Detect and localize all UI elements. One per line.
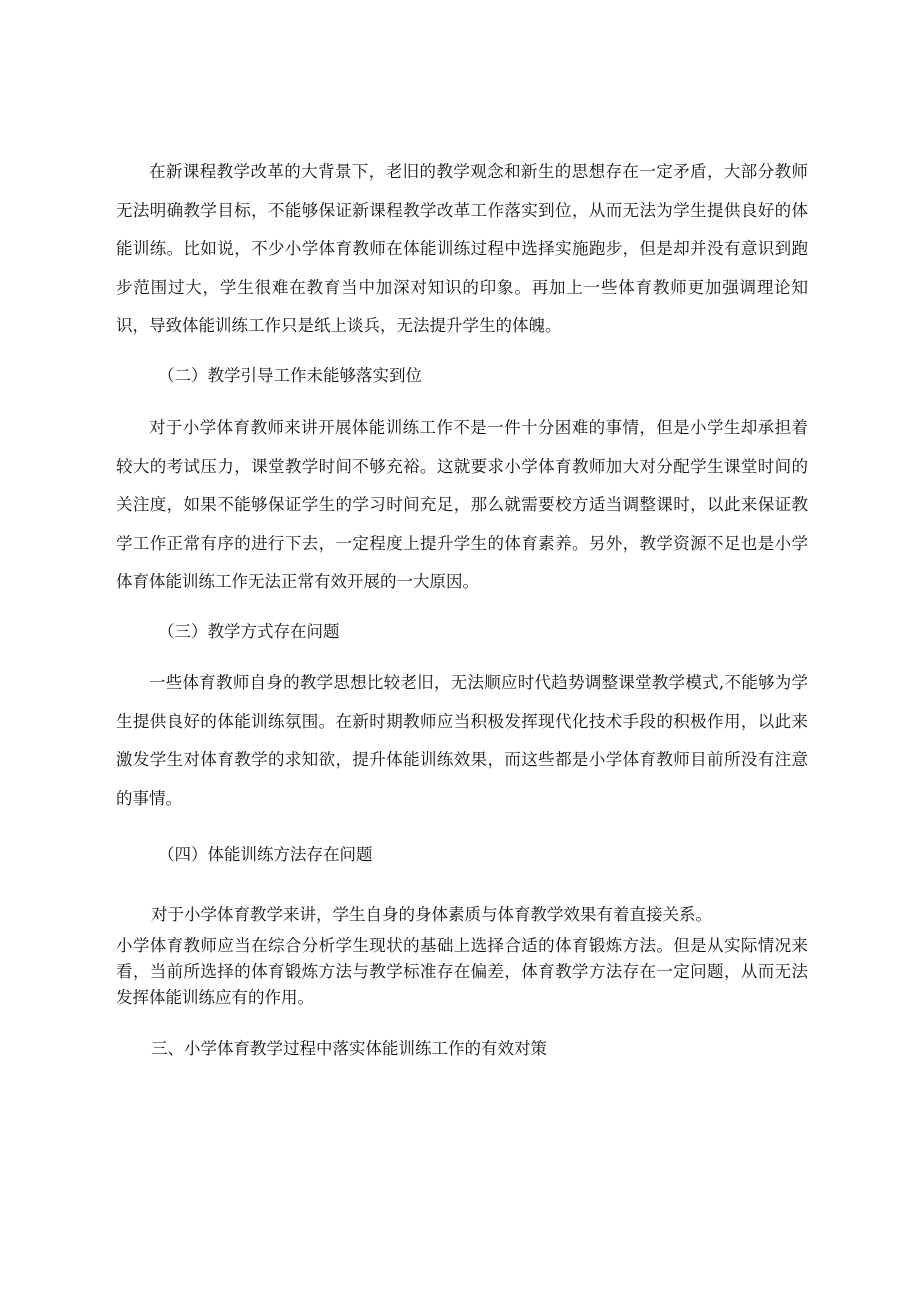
paragraph-problem-4-first-line: 对于小学体育教学来讲，学生自身的身体素质与体育教学效果有着直接关系。 (151, 905, 712, 924)
paragraph-problem-4-body: 小学体育教师应当在综合分析学生现状的基础上选择合适的体育锻炼方法。但是从实际情况来看，当前所选择的体育锻炼方法与教学标准存在偏差，体育教学方法存在一定问题，从而无法发挥体能训练应有的作用。 (116, 936, 808, 1007)
heading-teaching-method-issues: （三）教学方式存在问题 (158, 622, 340, 641)
heading-training-method-issues: （四）体能训练方法存在问题 (158, 845, 373, 864)
heading-guidance-not-in-place: （二）教学引导工作未能够落实到位 (158, 366, 422, 385)
section-heading-effective-strategies: 三、小学体育教学过程中落实体能训练工作的有效对策 (151, 1039, 547, 1058)
paragraph-problem-2: 对于小学体育教师来讲开展体能训练工作不是一件十分困难的事情，但是小学生却承担着较大的考试压力，课堂教学时间不够充裕。这就要求小学体育教师加大对分配学生课堂时间的关注度，如果不能够保证学生的学习时间充足，那么就需要校方适当调整课时，以此来保证教学工作正常有序的进行下去，一定程度上提升学生的体育素养。另外，教学资源不足也是小学体育体能训练工作无法正常有效开展的一大原因。 (116, 418, 808, 591)
paragraph-problem-1: 在新课程教学改革的大背景下，老旧的教学观念和新生的思想存在一定矛盾，大部分教师无法明确教学目标，不能够保证新课程教学改革工作落实到位，从而无法为学生提供良好的体能训练。比如说，不少小学体育教师在体能训练过程中选择实施跑步，但是却并没有意识到跑步范围过大，学生很难在教育当中加深对知识的印象。再加上一些体育教师更加强调理论知识，导致体能训练工作只是纸上谈兵，无法提升学生的体魄。 (116, 162, 808, 335)
paragraph-problem-3: 一些体育教师自身的教学思想比较老旧，无法顺应时代趋势调整课堂教学模式,不能够为学生提供良好的体能训练氛围。在新时期教师应当积极发挥现代化技术手段的积极作用，以此来激发学生对体育教学的求知欲，提升体能训练效果，而这些都是小学体育教师目前所没有注意的事情。 (116, 673, 808, 808)
